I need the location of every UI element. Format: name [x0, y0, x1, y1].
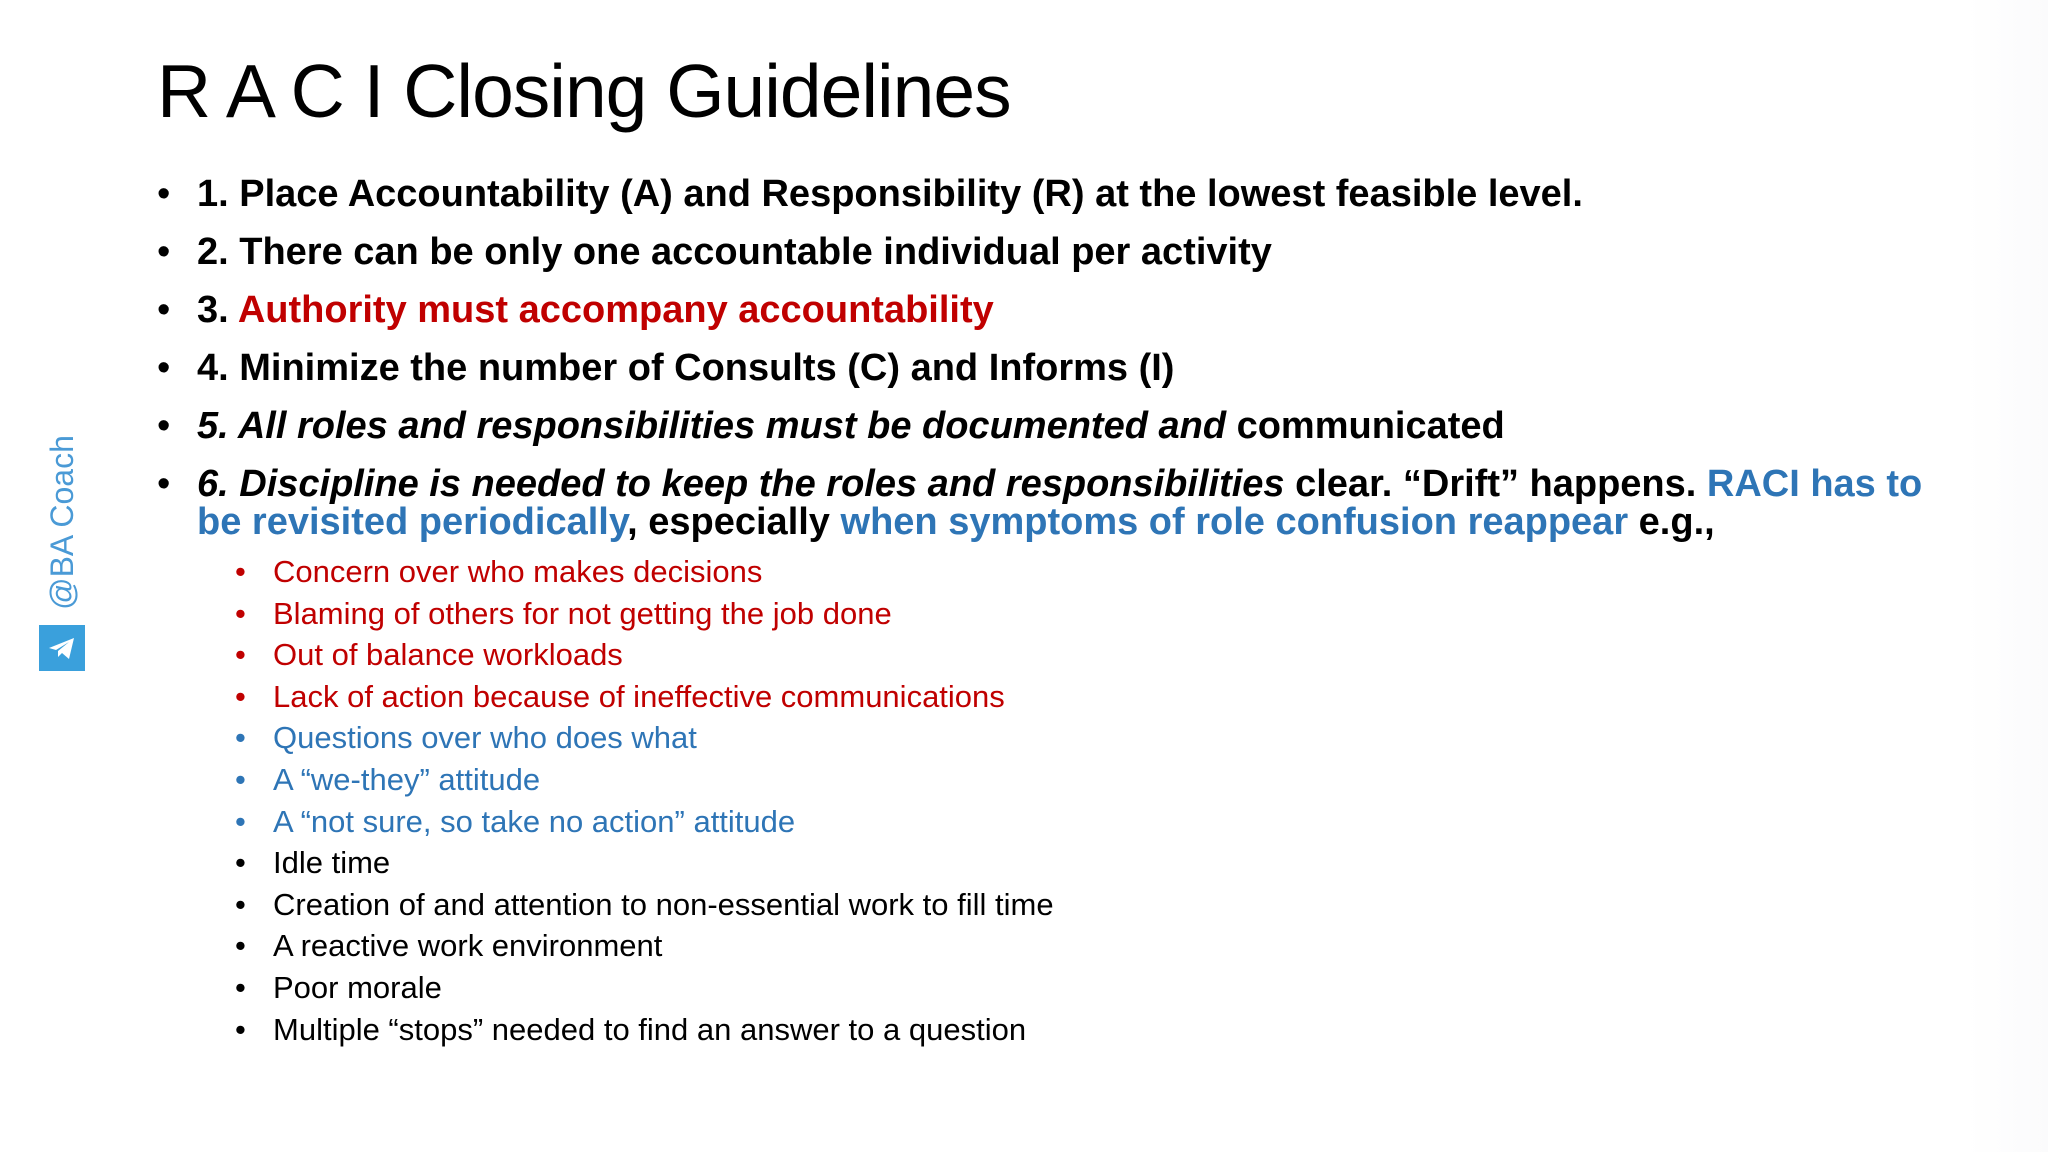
symptom-item: [235, 551, 1937, 593]
watermark-text-wrap: [38, 425, 86, 620]
bullet: •: [235, 595, 246, 631]
bullet: •: [235, 1011, 246, 1047]
watermark-text: @BA Coach: [43, 435, 80, 610]
guideline-text: Place Accountability (A) and Responsibility (R) at the lowest feasible level.: [239, 173, 1583, 215]
bullet: •: [157, 347, 171, 389]
guideline-number: 1.: [197, 173, 240, 215]
slide-title: R A C I Closing Guidelines: [157, 49, 1011, 133]
watermark: [38, 425, 86, 670]
guideline-blue-text: when symptoms of role confusion reappear: [840, 501, 1629, 543]
guideline-1: [157, 175, 1937, 213]
symptom-text: Idle time: [273, 845, 391, 881]
bullet: •: [235, 554, 246, 589]
guideline-3: [157, 291, 1937, 329]
symptom-text: Multiple “stops” needed to find an answer to a question: [273, 1011, 1027, 1047]
bullet: •: [235, 886, 246, 922]
guideline-text: e.g.,: [1628, 501, 1715, 543]
bullet: •: [235, 845, 246, 881]
symptom-text: A “we-they” attitude: [273, 761, 541, 797]
guideline-6: [157, 465, 1937, 1050]
guideline-italic-text: 6. Discipline is needed to keep the roles and responsibilities: [197, 463, 1285, 505]
symptom-text: Concern over who makes decisions: [273, 554, 763, 589]
guideline-number: 3.: [197, 289, 238, 331]
guideline-number: 4.: [197, 347, 240, 389]
symptom-text: Creation of and attention to non-essential work to fill time: [273, 886, 1054, 922]
symptom-text: Questions over who does what: [273, 720, 697, 756]
symptom-text: A “not sure, so take no action” attitude: [273, 803, 796, 839]
symptom-item: [235, 634, 1937, 676]
guideline-text: , especially: [627, 501, 841, 543]
symptom-text: Lack of action because of ineffective communications: [273, 678, 1005, 714]
symptoms-list: [235, 551, 1937, 1050]
guideline-text: Minimize the number of Consults (C) and Informs (I): [239, 347, 1175, 389]
symptom-text: A reactive work environment: [273, 928, 663, 964]
symptom-item: [235, 759, 1937, 801]
bullet: •: [235, 803, 246, 839]
bullet: •: [157, 289, 171, 331]
symptom-text: Blaming of others for not getting the job done: [273, 595, 892, 631]
telegram-glyph: [39, 625, 85, 671]
bullet: •: [235, 761, 246, 797]
guideline-italic-text: 5. All roles and responsibilities must be documented and: [197, 405, 1227, 447]
guideline-5: [157, 407, 1937, 445]
bullet: •: [157, 405, 171, 447]
symptom-item: [235, 676, 1937, 718]
symptom-item: [235, 717, 1937, 759]
guideline-text: clear. “Drift” happens.: [1284, 463, 1707, 505]
bullet: •: [235, 969, 246, 1005]
symptom-item: [235, 842, 1937, 884]
bullet: •: [157, 173, 171, 215]
symptom-item: [235, 967, 1937, 1009]
guideline-text: There can be only one accountable individual per activity: [239, 231, 1272, 273]
guideline-number: 2.: [197, 231, 240, 273]
symptom-item: [235, 925, 1937, 967]
guideline-2: [157, 233, 1937, 271]
guidelines-list: [157, 175, 1937, 1070]
guideline-4: [157, 349, 1937, 387]
bullet: •: [235, 678, 246, 714]
bullet: •: [235, 928, 246, 964]
guideline-text: communicated: [1226, 405, 1505, 447]
bullet: •: [157, 463, 171, 505]
symptom-item: [235, 1009, 1937, 1051]
bullet: •: [157, 231, 171, 273]
bullet: •: [235, 637, 246, 673]
symptom-text: Out of balance workloads: [273, 637, 623, 673]
guideline-text-highlight: Authority must accompany accountability: [237, 289, 994, 331]
symptom-item: [235, 593, 1937, 635]
symptom-item: [235, 884, 1937, 926]
guideline-blue-text: RACI has to be revisited periodically: [197, 463, 1923, 543]
bullet: •: [235, 720, 246, 756]
telegram-icon: [39, 625, 85, 671]
symptom-text: Poor morale: [273, 969, 442, 1005]
symptom-item: [235, 801, 1937, 843]
